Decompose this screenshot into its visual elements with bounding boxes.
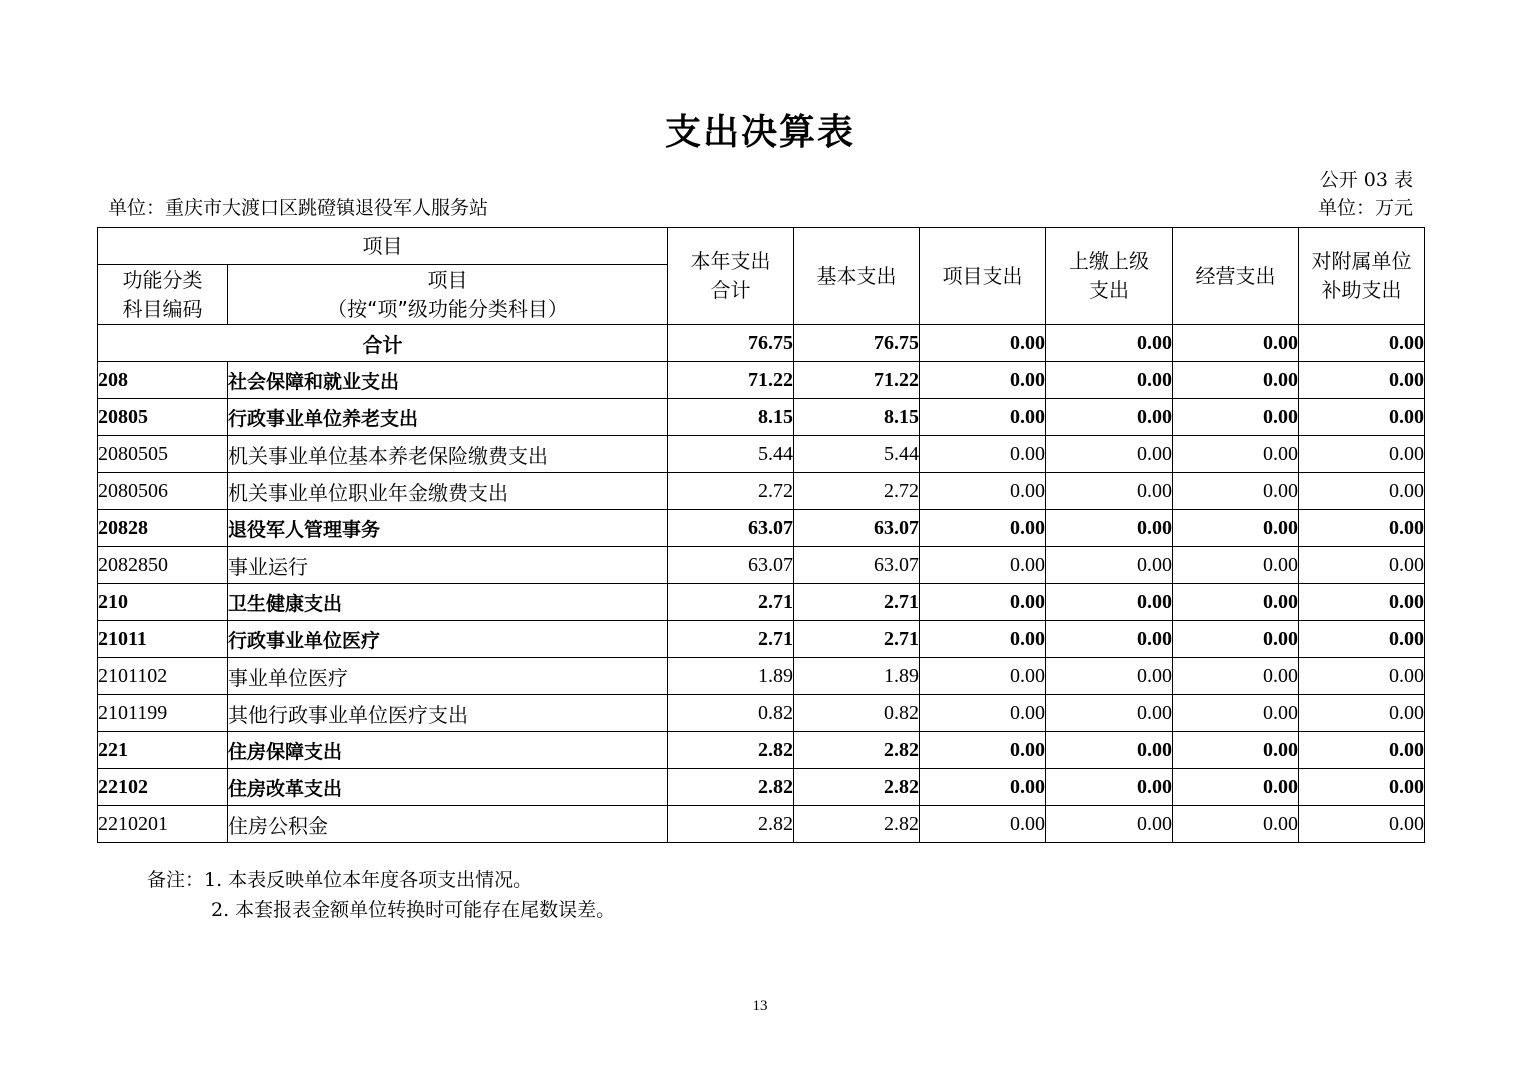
row-value: 0.00 [1299,658,1425,695]
note-line-1: 备注：1. 本表反映单位本年度各项支出情况。 [147,869,533,891]
row-value: 0.82 [794,695,920,732]
row-value: 1.89 [794,658,920,695]
row-value: 0.00 [1299,473,1425,510]
row-value: 2.71 [794,584,920,621]
table-row [98,362,1425,399]
row-value: 0.00 [1173,584,1299,621]
header-subsidy-line2: 补助支出 [1321,278,1402,302]
row-value: 8.15 [668,399,794,436]
row-value: 71.22 [668,362,794,399]
row-code: 208 [98,362,228,399]
row-code: 221 [98,732,228,769]
row-value: 0.00 [1173,695,1299,732]
row-value: 2.71 [668,621,794,658]
row-code: 2101102 [98,658,228,695]
row-code: 210 [98,584,228,621]
row-value: 63.07 [794,510,920,547]
row-value: 0.00 [920,695,1046,732]
header-upper-line2: 支出 [1089,278,1129,302]
total-value: 76.75 [668,325,794,362]
header-basic: 基本支出 [794,228,920,325]
row-name: 其他行政事业单位医疗支出 [228,695,668,732]
row-value: 63.07 [668,510,794,547]
row-name: 事业运行 [228,547,668,584]
row-value: 0.00 [920,584,1046,621]
header-operating: 经营支出 [1173,228,1299,325]
row-value: 0.00 [1046,436,1173,473]
row-value: 2.72 [668,473,794,510]
page-title: 支出决算表 [664,112,855,153]
row-value: 2.71 [668,584,794,621]
row-value: 2.72 [794,473,920,510]
row-value: 0.00 [1046,473,1173,510]
row-value: 63.07 [668,547,794,584]
row-name: 住房保障支出 [228,732,668,769]
row-value: 5.44 [668,436,794,473]
row-value: 0.00 [1046,510,1173,547]
row-value: 0.00 [1299,399,1425,436]
row-value: 0.00 [1173,732,1299,769]
row-code: 2082850 [98,547,228,584]
table-row [98,473,1425,510]
header-upper [1046,228,1173,325]
header-total-line1: 本年支出 [690,249,771,273]
row-name: 行政事业单位养老支出 [228,399,668,436]
row-value: 0.00 [1046,621,1173,658]
table-row [98,436,1425,473]
row-value: 0.00 [1173,769,1299,806]
header-total-line2: 合计 [710,278,751,302]
row-value: 0.00 [1299,362,1425,399]
row-name: 机关事业单位职业年金缴费支出 [228,473,668,510]
header-item-line2: （按“项”级功能分类科目） [327,296,568,321]
row-value: 2.82 [668,769,794,806]
row-value: 2.71 [794,621,920,658]
header-item [228,265,668,325]
row-value: 0.00 [1299,621,1425,658]
row-code: 21011 [98,621,228,658]
row-value: 0.00 [1046,547,1173,584]
row-name: 住房改革支出 [228,769,668,806]
total-value: 0.00 [1046,325,1173,362]
row-code: 2101199 [98,695,228,732]
row-value: 0.00 [1299,584,1425,621]
note-line-2: 2. 本套报表金额单位转换时可能存在尾数误差。 [211,899,616,921]
table-row [98,769,1425,806]
header-total [668,228,794,325]
header-item-group: 项目 [98,228,668,265]
row-value: 0.00 [1046,362,1173,399]
page-number: 13 [752,998,768,1014]
row-value: 2.82 [794,732,920,769]
row-value: 1.89 [668,658,794,695]
row-value: 0.00 [920,436,1046,473]
row-value: 0.00 [1046,658,1173,695]
row-code: 20828 [98,510,228,547]
currency-unit: 单位：万元 [1317,197,1413,219]
row-value: 0.00 [1299,695,1425,732]
row-value: 0.00 [1299,732,1425,769]
row-value: 0.00 [1046,806,1173,843]
form-number: 公开 03 表 [1319,169,1413,191]
row-value: 0.00 [1173,473,1299,510]
table-row [98,732,1425,769]
row-value: 0.00 [920,473,1046,510]
header-code [98,265,228,325]
header-subsidy [1299,228,1425,325]
row-name: 事业单位医疗 [228,658,668,695]
row-name: 卫生健康支出 [228,584,668,621]
reporting-unit: 单位：重庆市大渡口区跳磴镇退役军人服务站 [108,197,489,219]
total-value: 0.00 [920,325,1046,362]
table-row [98,510,1425,547]
row-value: 0.00 [920,362,1046,399]
row-value: 5.44 [794,436,920,473]
row-value: 0.00 [1173,658,1299,695]
row-value: 0.00 [1046,769,1173,806]
total-label: 合计 [98,325,668,362]
row-value: 2.82 [794,769,920,806]
row-value: 0.00 [1046,584,1173,621]
row-name: 行政事业单位医疗 [228,621,668,658]
row-value: 2.82 [794,806,920,843]
total-value: 76.75 [794,325,920,362]
row-value: 71.22 [794,362,920,399]
row-value: 0.00 [1173,806,1299,843]
row-value: 0.00 [1173,362,1299,399]
row-value: 2.82 [668,732,794,769]
table-row [98,547,1425,584]
row-value: 0.00 [920,732,1046,769]
row-value: 0.00 [1173,399,1299,436]
row-value: 0.00 [1299,547,1425,584]
row-value: 0.82 [668,695,794,732]
row-value: 0.00 [1173,621,1299,658]
expenditure-table [97,227,1425,843]
total-row [98,325,1425,362]
row-value: 63.07 [794,547,920,584]
row-value: 0.00 [1173,547,1299,584]
row-value: 0.00 [920,658,1046,695]
total-value: 0.00 [1173,325,1299,362]
row-value: 0.00 [920,769,1046,806]
table-row [98,806,1425,843]
row-name: 住房公积金 [228,806,668,843]
row-value: 8.15 [794,399,920,436]
row-name: 退役军人管理事务 [228,510,668,547]
row-code: 2210201 [98,806,228,843]
table-row [98,584,1425,621]
row-code: 2080506 [98,473,228,510]
row-value: 0.00 [1046,732,1173,769]
header-upper-line1: 上缴上级 [1069,249,1149,273]
row-value: 0.00 [1173,436,1299,473]
row-value: 0.00 [920,806,1046,843]
header-code-line2: 科目编码 [122,296,203,321]
header-item-line1: 项目 [427,267,468,292]
row-value: 0.00 [1046,695,1173,732]
row-value: 0.00 [1299,436,1425,473]
row-value: 0.00 [1046,399,1173,436]
table-row [98,621,1425,658]
table-row [98,658,1425,695]
table-row [98,695,1425,732]
header-project: 项目支出 [920,228,1046,325]
row-value: 2.82 [668,806,794,843]
header-code-line1: 功能分类 [122,267,203,292]
header-subsidy-line1: 对附属单位 [1311,249,1412,273]
row-code: 2080505 [98,436,228,473]
row-value: 0.00 [920,547,1046,584]
row-name: 机关事业单位基本养老保险缴费支出 [228,436,668,473]
row-value: 0.00 [920,510,1046,547]
row-code: 20805 [98,399,228,436]
row-value: 0.00 [1299,806,1425,843]
total-value: 0.00 [1299,325,1425,362]
row-value: 0.00 [920,621,1046,658]
table-row [98,399,1425,436]
row-code: 22102 [98,769,228,806]
row-value: 0.00 [920,399,1046,436]
row-name: 社会保障和就业支出 [228,362,668,399]
row-value: 0.00 [1299,510,1425,547]
row-value: 0.00 [1299,769,1425,806]
row-value: 0.00 [1173,510,1299,547]
